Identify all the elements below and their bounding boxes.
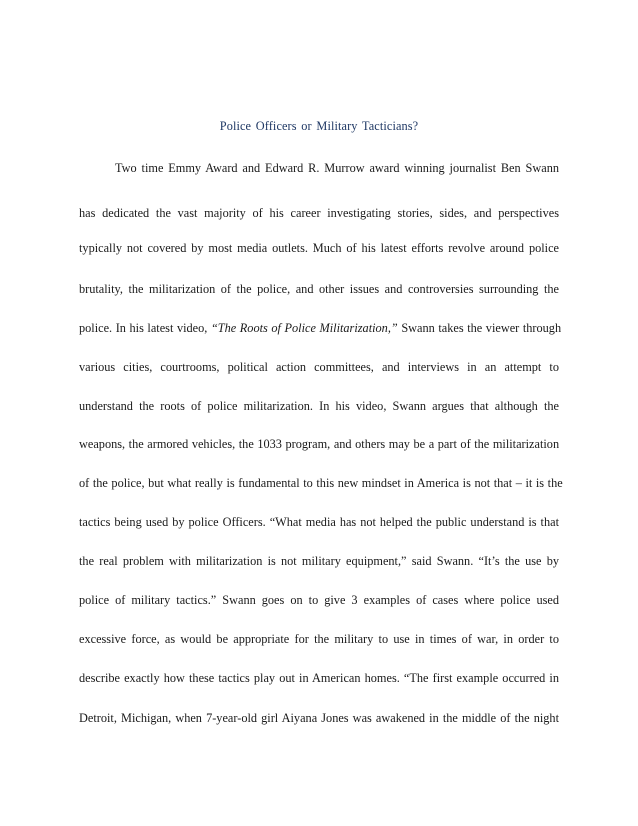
body-line-2: has dedicated the vast majority of his career investigating stories, sides, and perspectives	[79, 206, 559, 220]
body-line-4: brutality, the militarization of the police, and other issues and controversies surrounding the	[79, 282, 559, 296]
body-line-12: police of military tactics.” Swann goes on to give 3 examples of cases where police used	[79, 593, 559, 607]
body-line-8: weapons, the armored vehicles, the 1033 program, and others may be a part of the militarization	[79, 437, 560, 451]
body-line-14: describe exactly how these tactics play out in American homes. “The first example occurred in	[79, 671, 559, 685]
body-line-15: Detroit, Michigan, when 7-year-old girl Aiyana Jones was awakened in the middle of the night	[79, 711, 559, 725]
body-line-3: typically not covered by most media outlets. Much of his latest efforts revolve around police	[79, 241, 559, 255]
body-line-7: understand the roots of police militarization. In his video, Swann argues that although the	[79, 399, 559, 413]
body-line-5	[79, 320, 562, 336]
line-5-text-before: police. In his latest video,	[79, 321, 211, 335]
body-line-11: the real problem with militarization is not military equipment,” said Swann. “It’s the use by	[79, 554, 559, 568]
body-line-1: Two time Emmy Award and Edward R. Murrow award winning journalist Ben Swann	[115, 161, 559, 175]
body-line-9: of the police, but what really is fundamental to this new mindset in America is not that – it is the	[79, 476, 563, 490]
body-line-10: tactics being used by police Officers. “What media has not helped the public understand is that	[79, 515, 559, 529]
body-line-13: excessive force, as would be appropriate for the military to use in times of war, in order to	[79, 632, 559, 646]
line-5-text-after: Swann takes the viewer through	[397, 321, 562, 335]
document-title: Police Officers or Military Tacticians?	[219, 119, 419, 133]
body-line-6: various cities, courtrooms, political action committees, and interviews in an attempt to	[79, 360, 559, 374]
video-title-italic: “The Roots of Police Militarization,”	[210, 321, 398, 335]
